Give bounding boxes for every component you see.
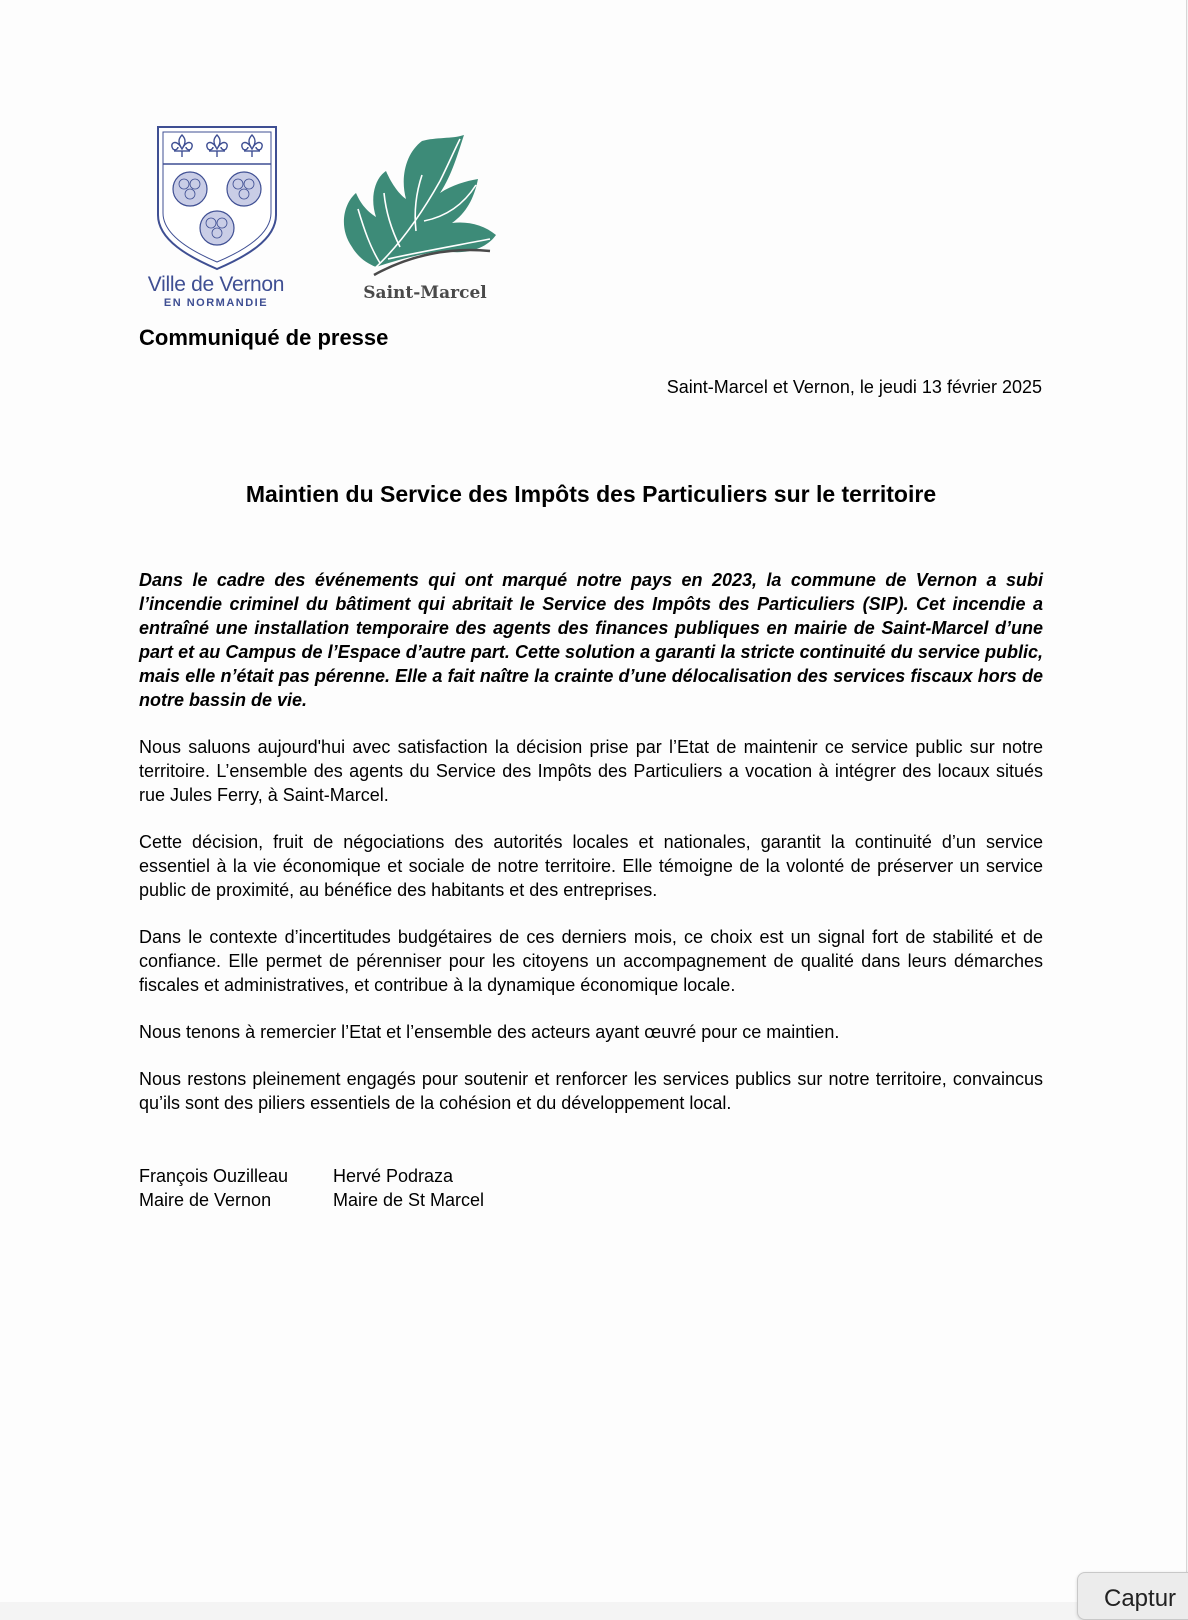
signature-vernon [139,1164,288,1212]
signatory-name: François Ouzilleau [139,1166,289,1186]
headline: Maintien du Service des Impôts des Particuliers sur le territoire [245,481,937,507]
signatory-role: Maire de Vernon [139,1190,272,1210]
body-paragraph: Dans le contexte d’incertitudes budgétaires de ces derniers mois, ce choix est un signal fort de stabilité et de confiance. Elle permet de pérenniser pour les citoyens un accompagnement de qualité dans leurs démarches fiscales et administratives, et contribue à la dynamique économique locale. [139,927,1043,995]
vernon-logo-subtitle: EN NORMANDIE [163,297,269,309]
lead-paragraph: Dans le cadre des événements qui ont marqué notre pays en 2023, la commune de Vernon a subi l’incendie criminel du bâtiment qui abritait le Service des Impôts des Particuliers (SIP). Cet incendie a entraîné une installation temporaire des agents des finances publiques en mairie de Saint-Marcel d’une part et au Campus de l’Espace d’autre part. Cette solution a garanti la stricte continuité du service public, mais elle n’était pas pérenne. Elle a fait naître la crainte d’une délocalisation des services fiscaux hors de notre bassin de vie. [139,570,1043,710]
body-paragraph: Nous saluons aujourd'hui avec satisfaction la décision prise par l’Etat de maintenir ce service public sur notre territoire. L’ensemble des agents du Service des Impôts des Particuliers a vocation à intégrer des locaux situés rue Jules Ferry, à Saint-Marcel. [139,737,1043,805]
saint-marcel-logo-title: Saint-Marcel [363,283,487,303]
body-paragraph: Nous tenons à remercier l’Etat et l’ensemble des acteurs ayant œuvré pour ce maintien. [139,1022,840,1042]
press-release-label: Communiqué de presse [139,325,389,350]
body-paragraph: Cette décision, fruit de négociations des autorités locales et nationales, garantit la continuité d’un service essentiel à la vie économique et sociale de notre territoire. Elle témoigne de la volonté de préserver un service public de proximité, au bénéfice des habitants et des entreprises. [139,832,1043,900]
vernon-coat-of-arms-icon [155,125,279,271]
signatory-role: Maire de St Marcel [333,1190,485,1210]
saint-marcel-logo [340,135,510,310]
saint-marcel-leaf-icon [340,135,510,285]
body-paragraph: Nous restons pleinement engagés pour soutenir et renforcer les services publics sur notre territoire, convaincus qu’ils sont des piliers essentiels de la cohésion et du développement local. [139,1069,1043,1113]
capture-button[interactable]: Captur [1077,1572,1188,1620]
document-body [139,568,1043,1138]
signatory-name: Hervé Podraza [333,1166,454,1186]
vernon-logo [140,125,292,310]
dateline: Saint-Marcel et Vernon, le jeudi 13 février 2025 [666,377,1042,397]
vernon-logo-title: Ville de Vernon [147,273,285,296]
signature-saint-marcel [333,1164,484,1212]
